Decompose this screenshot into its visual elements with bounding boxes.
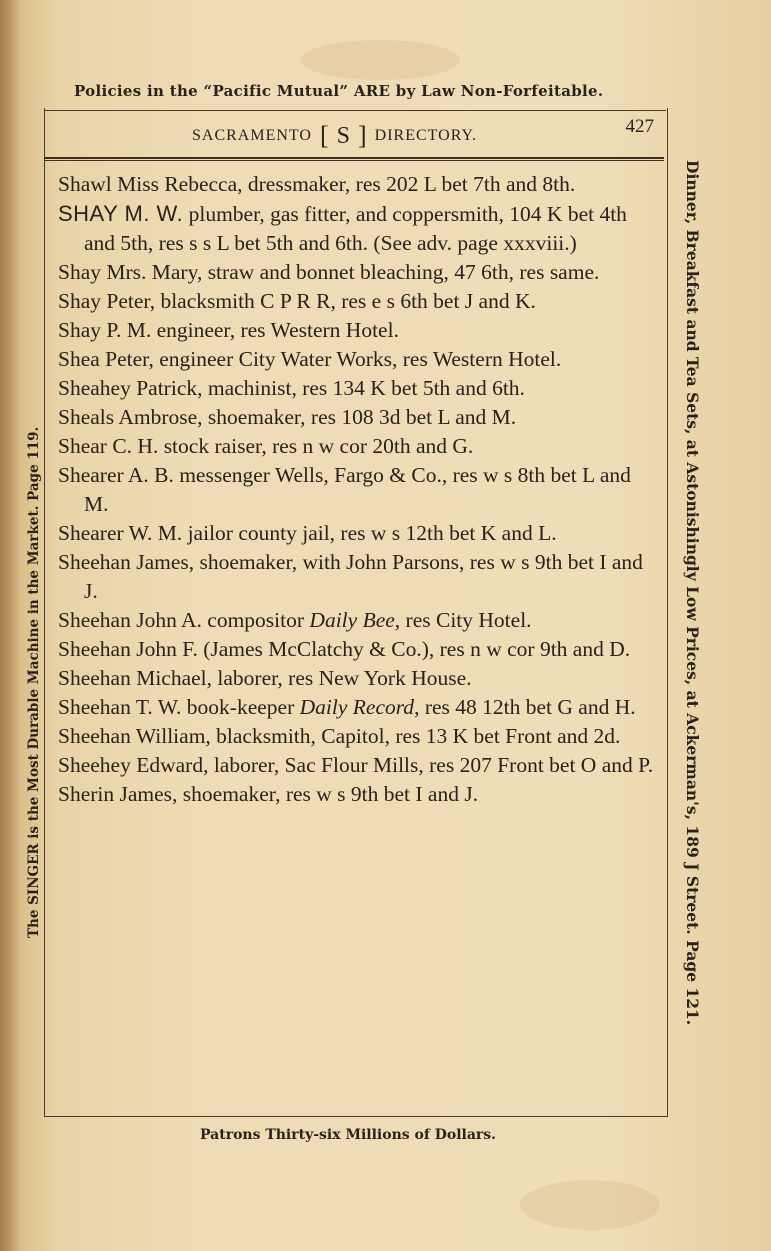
entry-text: Shawl Miss Rebecca, dressmaker, res 202 L bet 7th and 8th. (58, 172, 576, 196)
header-city: SACRAMENTO (192, 127, 312, 144)
directory-entry (58, 287, 658, 316)
directory-entries (58, 170, 658, 809)
entry-text: Sheehey Edward, laborer, Sac Flour Mills, res 207 Front bet O and P. (58, 753, 654, 777)
entry-text: Shay Peter, blacksmith C P R R, res e s 6th bet J and K. (58, 289, 536, 313)
header-letter: S (336, 122, 350, 149)
directory-entry (58, 780, 658, 809)
header-bracket-close: ] (357, 121, 367, 150)
entry-text: Sheehan John F. (James McClatchy & Co.), res n w cor 9th and D. (58, 637, 631, 661)
entry-text: Shear C. H. stock raiser, res n w cor 20th and G. (58, 434, 474, 458)
directory-entry (58, 722, 658, 751)
left-margin-advertisement: The SINGER is the Most Durable Machine in the Market. Page 119. (26, 426, 42, 938)
directory-entry (58, 432, 658, 461)
entry-text: Sherin James, shoemaker, res w s 9th bet I and J. (58, 782, 479, 806)
directory-entry (58, 548, 658, 606)
directory-entry (58, 606, 658, 635)
header-rule (44, 157, 664, 159)
directory-entry (58, 345, 658, 374)
entry-text: Sheehan T. W. book-keeper (58, 695, 300, 719)
directory-entry (58, 170, 658, 199)
header-bracket-open: [ (319, 121, 329, 150)
directory-entry (58, 693, 658, 722)
right-margin-advertisement: Dinner, Breakfast and Tea Sets, at Astonishingly Low Prices, at Ackerman's, 189 J Street. Page 121. (683, 160, 702, 1026)
entry-text: plumber, gas fitter, and coppersmith, 104 K bet 4th and 5th, res s s L bet 5th and 6th. (See adv. page xxxviii.) (84, 202, 627, 255)
page-number: 427 (625, 116, 654, 137)
header-directory: DIRECTORY. (374, 127, 477, 144)
entry-name-caps: SHAY M. W. (58, 201, 184, 226)
running-head (192, 118, 662, 154)
entry-newspaper-name: Daily Bee (309, 608, 395, 632)
entry-text: Shearer A. B. messenger Wells, Fargo & Co., res w s 8th bet L and M. (58, 463, 631, 516)
entry-text: Sheehan John A. compositor (58, 608, 310, 632)
directory-entry (58, 751, 658, 780)
entry-text: Shay Mrs. Mary, straw and bonnet bleaching, 47 6th, res same. (58, 260, 600, 284)
entry-text: Shea Peter, engineer City Water Works, res Western Hotel. (58, 347, 562, 371)
entry-text-tail: , res City Hotel. (394, 608, 532, 632)
entry-newspaper-name: Daily Record (299, 695, 415, 719)
entry-text: Sheals Ambrose, shoemaker, res 108 3d bet L and M. (58, 405, 517, 429)
directory-entry (58, 635, 658, 664)
spine-shadow (0, 0, 22, 1251)
bottom-advertisement: Patrons Thirty-six Millions of Dollars. (200, 1127, 497, 1143)
paper-stain (300, 40, 460, 80)
directory-entry (58, 199, 658, 258)
entry-text: Shearer W. M. jailor county jail, res w s 12th bet K and L. (58, 521, 557, 545)
entry-text: Shay P. M. engineer, res Western Hotel. (58, 318, 399, 342)
entry-text: Sheehan James, shoemaker, with John Parsons, res w s 9th bet I and J. (58, 550, 643, 603)
entry-text: Sheehan Michael, laborer, res New York House. (58, 666, 472, 690)
entry-text-tail: , res 48 12th bet G and H. (414, 695, 636, 719)
directory-entry (58, 374, 658, 403)
header-rule-thin (44, 160, 664, 161)
top-advertisement: Policies in the “Pacific Mutual” ARE by Law Non-Forfeitable. (74, 82, 604, 100)
directory-entry (58, 316, 658, 345)
directory-entry (58, 664, 658, 693)
directory-entry (58, 461, 658, 519)
paper-stain (520, 1180, 660, 1230)
directory-entry (58, 519, 658, 548)
entry-text: Sheahey Patrick, machinist, res 134 K bet 5th and 6th. (58, 376, 525, 400)
entry-text: Sheehan William, blacksmith, Capitol, res 13 K bet Front and 2d. (58, 724, 621, 748)
directory-entry (58, 258, 658, 287)
directory-entry (58, 403, 658, 432)
